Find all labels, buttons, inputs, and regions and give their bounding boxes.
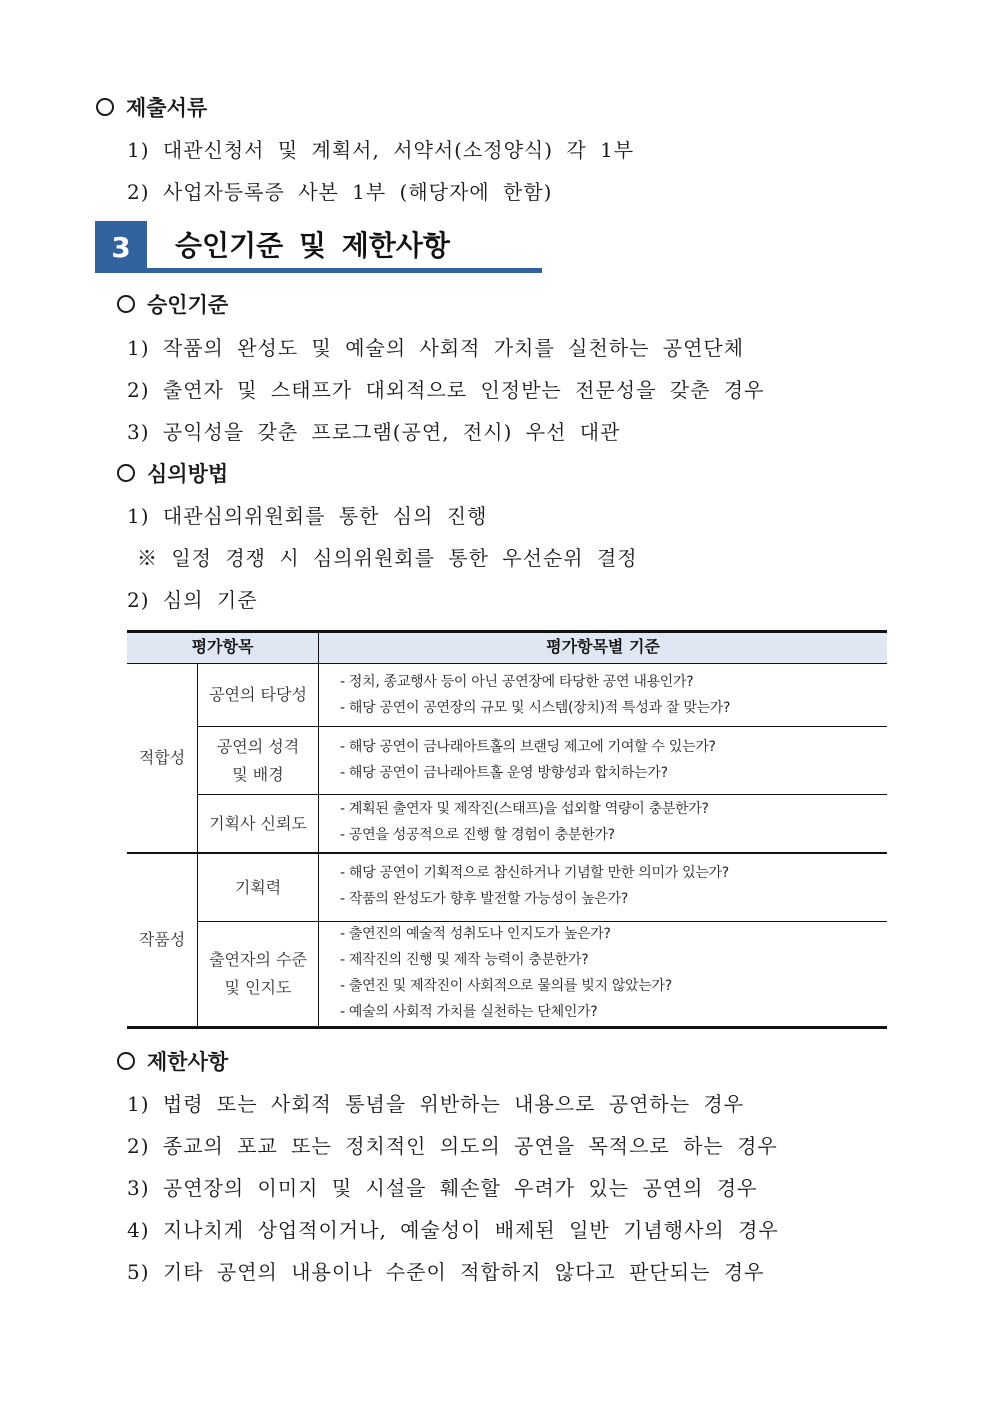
heading-label: 심의방법 xyxy=(147,462,229,486)
criteria-line: - 해당 공연이 기획적으로 참신하거나 기념할 만한 의미가 있는가? xyxy=(340,865,729,881)
item-label: 공연의 타당성 xyxy=(209,685,307,704)
criteria-cell xyxy=(340,669,730,721)
section-title: 승인기준 및 제한사항 xyxy=(175,229,450,262)
criteria-line: - 예술의 사회적 가치를 실천하는 단체인가? xyxy=(340,1004,598,1020)
heading-label: 승인기준 xyxy=(147,293,229,317)
item-label: 기획력 xyxy=(234,877,282,897)
restriction-item: 1) 법령 또는 사회적 통념을 위반하는 내용으로 공연하는 경우 xyxy=(127,1092,745,1116)
circle-bullet-icon xyxy=(117,295,135,313)
circle-bullet-icon xyxy=(117,464,135,482)
criteria-line: - 해당 공연이 공연장의 규모 및 시스템(장치)적 특성과 잘 맞는가? xyxy=(340,700,731,716)
restriction-item: 3) 공연장의 이미지 및 시설을 훼손할 우려가 있는 공연의 경우 xyxy=(127,1176,758,1200)
category-cell: 적합성 xyxy=(138,748,186,767)
restrictions-heading xyxy=(117,1046,228,1076)
restriction-item: 2) 종교의 포교 또는 정치적인 의도의 공연을 목적으로 하는 경우 xyxy=(127,1134,778,1158)
table-header-item: 평가항목 xyxy=(127,631,318,663)
circle-bullet-icon xyxy=(117,1052,135,1070)
criteria-line: - 계획된 출연자 및 제작진(스태프)을 섭외할 역량이 충분한가? xyxy=(340,801,709,817)
section-number-badge: 3 xyxy=(95,221,147,273)
approval-criteria-heading xyxy=(117,289,228,319)
submission-doc-item: 2) 사업자등록증 사본 1부 (해당자에 한함) xyxy=(127,180,553,204)
criteria-line: - 정치, 종교행사 등이 아닌 공연장에 타당한 공연 내용인가? xyxy=(340,674,694,690)
criteria-line: - 출연진 및 제작진이 사회적으로 물의를 빚지 않았는가? xyxy=(340,978,672,994)
criteria-cell xyxy=(340,921,672,1025)
review-method-heading xyxy=(117,458,228,488)
item-cell xyxy=(198,664,318,726)
criteria-line: - 제작진의 진행 및 제작 능력이 충분한가? xyxy=(340,952,589,968)
review-method-note: ※ 일정 경쟁 시 심의위원회를 통한 우선순위 결정 xyxy=(137,546,638,570)
submission-docs-heading xyxy=(96,92,207,122)
criteria-line: - 해당 공연이 금나래아트홀 운영 방향성과 합치하는가? xyxy=(340,765,668,781)
item-label: 및 인지도 xyxy=(224,978,292,997)
approval-criteria-item: 3) 공익성을 갖춘 프로그램(공연, 전시) 우선 대관 xyxy=(127,420,621,444)
category-cell: 작품성 xyxy=(138,930,186,949)
review-method-item: 1) 대관심의위원회를 통한 심의 진행 xyxy=(127,504,488,528)
criteria-cell xyxy=(340,734,716,786)
criteria-line: - 작품의 완성도가 향후 발전할 가능성이 높은가? xyxy=(340,891,629,907)
section-underline xyxy=(95,268,542,273)
item-label: 공연의 성격 xyxy=(216,736,300,756)
table-rule-top xyxy=(127,630,887,633)
restriction-item: 4) 지나치게 상업적이거나, 예술성이 배제된 일반 기념행사의 경우 xyxy=(127,1218,779,1242)
restriction-item: 5) 기타 공연의 내용이나 수준이 적합하지 않다고 판단되는 경우 xyxy=(127,1260,765,1284)
criteria-line: - 출연진의 예술적 성취도나 인지도가 높은가? xyxy=(340,926,611,942)
review-method-item: 2) 심의 기준 xyxy=(127,588,258,612)
table-rule-bottom xyxy=(127,1026,887,1029)
item-label: 및 배경 xyxy=(232,764,284,784)
submission-doc-item: 1) 대관신청서 및 계획서, 서약서(소정양식) 각 1부 xyxy=(127,138,635,162)
item-label: 기획사 신뢰도 xyxy=(209,813,307,833)
approval-criteria-item: 2) 출연자 및 스태프가 대외적으로 인정받는 전문성을 갖춘 경우 xyxy=(127,378,765,402)
item-cell xyxy=(198,922,318,1026)
item-cell xyxy=(198,795,318,852)
item-cell xyxy=(198,854,318,921)
circle-bullet-icon xyxy=(96,98,114,116)
criteria-line: - 해당 공연이 금나래아트홀의 브랜딩 제고에 기여할 수 있는가? xyxy=(340,739,716,755)
heading-label: 제한사항 xyxy=(147,1050,229,1074)
table-header-criteria: 평가항목별 기준 xyxy=(319,631,887,663)
heading-label: 제출서류 xyxy=(126,96,208,120)
item-label: 출연자의 수준 xyxy=(209,950,307,969)
approval-criteria-item: 1) 작품의 완성도 및 예술의 사회적 가치를 실천하는 공연단체 xyxy=(127,336,745,360)
table-column-divider xyxy=(318,631,319,1027)
item-cell xyxy=(198,727,318,794)
criteria-cell xyxy=(340,860,729,912)
criteria-cell xyxy=(340,796,709,848)
criteria-line: - 공연을 성공적으로 진행 할 경험이 충분한가? xyxy=(340,827,615,843)
